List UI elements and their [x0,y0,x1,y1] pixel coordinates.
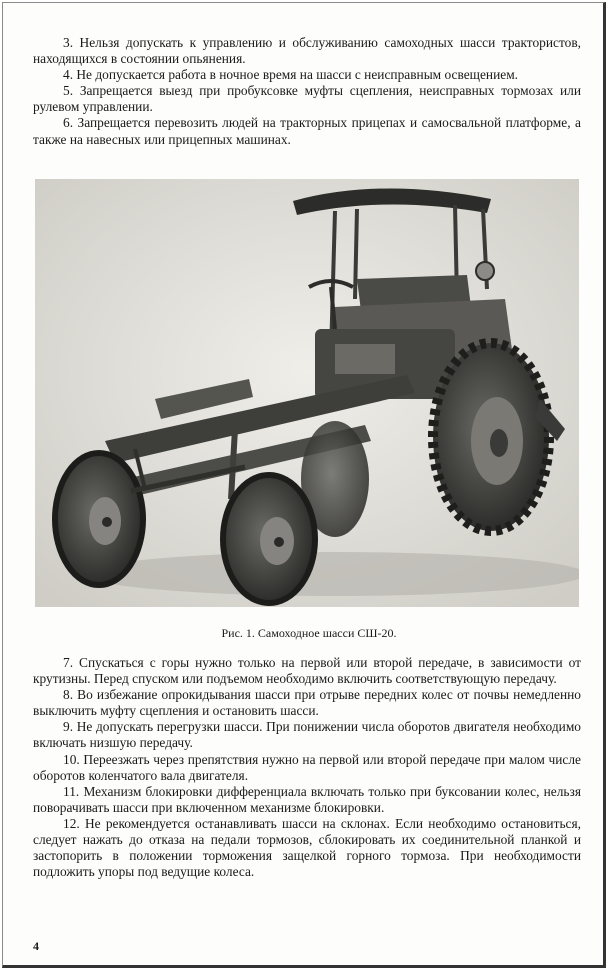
paragraph-12: 12. Не рекомендуется останавливать шасси на склонах. Если необходимо остановиться, следует нажать до отказа на педали тормозов, сблокировать их соединительной планкой и застопорить в положении торможения защелкой горного тормоза. При необходимости подложить упоры под ведущие колеса. [33,815,581,880]
paragraph-5: 5. Запрещается выезд при пробуксовке муфты сцепления, неисправных тормозах или рулевом управлении. [33,83,581,115]
paragraph-10: 10. Переезжать через препятствия нужно на первой или второй передаче при малом числе оборотов коленчатого вала двигателя. [33,751,581,783]
tractor-chassis-photo [35,179,579,607]
book-page [2,2,606,968]
paragraph-7: 7. Спускаться с горы нужно только на первой или второй передаче, в зависимости от крутизны. Перед спуском или подъемом необходимо включить соответствующую передачу. [33,655,581,687]
paragraph-6: 6. Запрещается перевозить людей на тракторных прицепах и самосвальной платформе, а также на навесных или прицепных машинах. [33,115,581,147]
paragraph-9: 9. Не допускать перегрузки шасси. При понижении числа оборотов двигателя необходимо включать низшую передачу. [33,719,581,751]
paragraph-11: 11. Механизм блокировки дифференциала включать только при буксовании колес, нельзя поворачивать шасси при включенном механизме блокировки. [33,783,581,815]
paragraph-8: 8. Во избежание опрокидывания шасси при отрыве передних колес от почвы немедленно выключить муфту сцепления и остановить шасси. [33,687,581,719]
paragraph-4: 4. Не допускается работа в ночное время на шасси с неисправным освещением. [63,67,519,83]
paragraph-3: 3. Нельзя допускать к управлению и обслуживанию самоходных шасси трактористов, находящихся в состоянии опьянения. [33,35,581,67]
top-text-block [33,35,581,148]
bottom-text-block [33,655,581,880]
figure-caption: Рис. 1. Самоходное шасси СШ-20. [221,626,397,640]
page-number: 4 [33,939,39,953]
